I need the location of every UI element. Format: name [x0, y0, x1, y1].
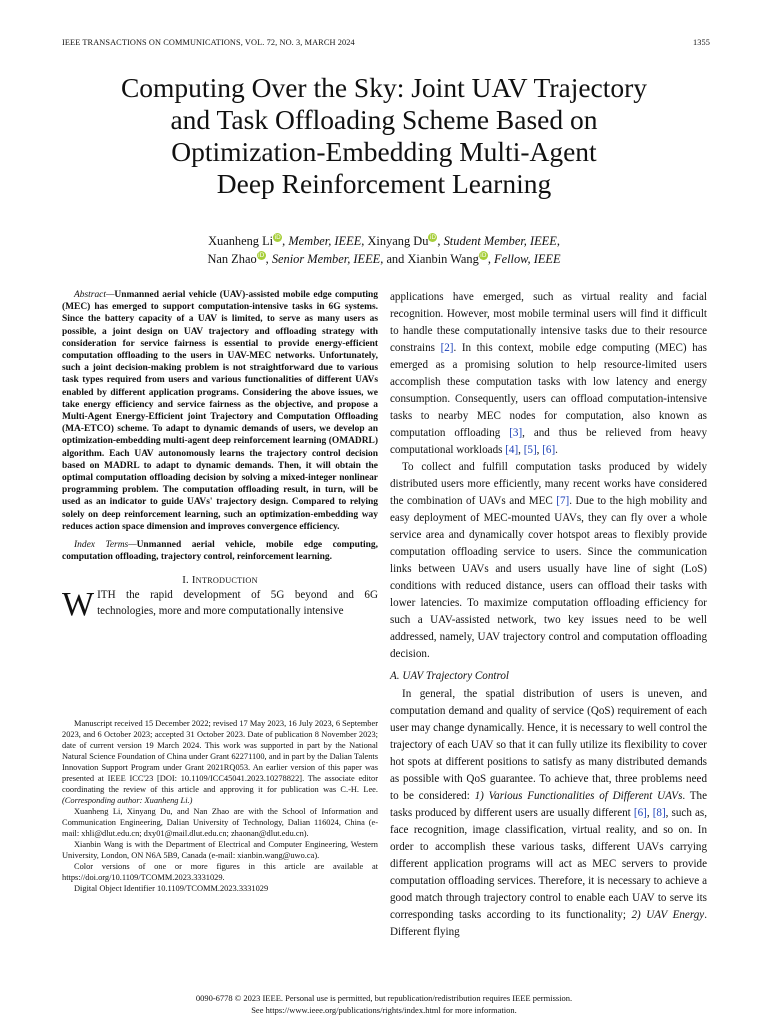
separator: , — [518, 444, 524, 456]
copyright-line: 0090-6778 © 2023 IEEE. Personal use is permitted, but republication/redistribution requires IEEE permission. — [195, 993, 573, 1003]
section-numeral: I. — [182, 574, 189, 587]
footnote-affiliation: Xuanheng Li, Xinyang Du, and Nan Zhao are with the School of Information and Communication Engineering, Dalian University of Technology, Dalian 116024, China (e-mail: xhli@dlut.edu.cn; dxy01@mail.dlut.edu.cn; zhaonan@dlut.edu.cn). — [62, 807, 378, 838]
index-terms-text: Unmanned aerial vehicle, mobile edge computing, computation offloading, trajectory control, reinforcement learning. — [62, 540, 378, 563]
drop-cap: W — [62, 586, 95, 624]
citation-link[interactable]: [7] — [556, 495, 570, 507]
footnote-manuscript — [62, 718, 378, 806]
title-line: Optimization-Embedding Multi-Agent — [171, 136, 597, 167]
footnote-doi: Digital Object Identifier 10.1109/TCOMM.2023.3331029 — [74, 884, 269, 893]
author-list: Xuanheng LiiD, Member, IEEE, Xinyang DuiD, Student Member, IEEE, Nan ZhaoiD, Senior Member, IEEE, and Xianbin WangiD, Fellow, IEEE — [207, 234, 561, 266]
orcid-icon[interactable]: iD — [480, 252, 487, 259]
citation-link[interactable]: [6] — [633, 807, 647, 819]
right-column — [390, 289, 707, 941]
orcid-icon[interactable]: iD — [274, 234, 281, 241]
body-text: , such as, face recognition, image classification, virtual reality, and so on. In order to accomplish these various tasks, different UAVs carrying different application programs will act as MEC servers to provide computation offloading services. Therefore, it is necessary to achieve a good match through trajectory control to enable each UAV to serve its corresponding tasks according to its functionality; — [390, 807, 707, 921]
running-header — [62, 38, 710, 47]
separator: , — [536, 444, 543, 456]
orcid-icon[interactable]: iD — [429, 234, 437, 241]
citation-link[interactable]: [8] — [652, 807, 666, 819]
body-text: applications have emerged, such as virtual reality and facial recognition. However, most mobile terminal users will find it difficult to handle these computationally intensive tasks due to their resource constrains — [390, 291, 707, 354]
subsection-heading: A. UAV Trajectory Control — [390, 670, 510, 682]
section-title-rest: NTRODUCTION — [195, 576, 258, 586]
author-name: Xianbin Wang — [407, 252, 479, 266]
title-line: Deep Reinforcement Learning — [216, 168, 552, 199]
copyright-link-line: See https://www.ieee.org/publications/rights/index.html for more information. — [251, 1005, 517, 1015]
citation-link[interactable]: [3] — [509, 427, 523, 439]
paper-title — [40, 72, 728, 200]
page-number: 1355 — [693, 38, 710, 47]
citation-link[interactable]: [2] — [440, 342, 454, 354]
footnote-color: Color versions of one or more figures in this article are available at https://doi.org/10.1109/TCOMM.2023.3331029. — [62, 862, 378, 882]
author-role: Student Member, IEEE — [443, 234, 557, 248]
index-terms — [62, 539, 378, 563]
author-role: Member, IEEE — [288, 234, 362, 248]
body-text: . In this context, mobile edge computing (MEC) has emerged as a promising solution to help resource-limited users accomplish these computation tasks with low latency and energy consumption. Consequently, users can offload computation-intensive tasks to nearby MEC nodes for computation, also known as computation offloading — [390, 342, 707, 439]
author-role: Fellow, IEEE — [494, 252, 561, 266]
separator: , — [646, 807, 653, 819]
section-heading — [62, 574, 378, 586]
left-column — [62, 289, 378, 624]
intro-text: ITH the rapid development of 5G beyond and 6G technologies, more and more computationally intensive — [97, 589, 378, 617]
citation-link[interactable]: [4] — [505, 444, 519, 456]
author-name: Nan Zhao — [207, 252, 257, 266]
corresponding-author: (Corresponding author: Xuanheng Li.) — [62, 796, 193, 805]
separator: . — [555, 444, 558, 456]
orcid-icon[interactable]: iD — [257, 252, 265, 259]
body-text: . Due to the high mobility and easy deployment of MEC-mounted UAVs, they can fly over a whole service area and dynamically cover hotspot areas to flexibly provide computation offloading service to users. Since the communication links between UAVs and users usually have line of sight (LoS) conditions with reduced distance, users can offload their tasks with lower latencies. To maximize computation offloading efficiency for such a UAV-assisted network, two key issues need to be well addressed, namely, UAV trajectory control and computation offloading decision. — [390, 495, 708, 660]
intro-paragraph — [62, 586, 378, 624]
body-text: , and thus be relieved from heavy computational workloads — [390, 427, 707, 456]
author-conjunction: and — [386, 252, 405, 266]
body-paragraph — [390, 459, 707, 663]
body-text: To collect and fulfill computation tasks produced by widely distributed users more efficiently, many recent works have considered the combination of UAVs and MEC — [390, 461, 707, 507]
citation-link[interactable]: [6] — [542, 444, 556, 456]
author-name: Xuanheng Li — [208, 234, 274, 248]
body-text: . Different flying — [390, 909, 707, 938]
abstract-text: Unmanned aerial vehicle (UAV)-assisted mobile edge computing (MEC) has emerged to support computation-intensive tasks in 6G systems. Since the battery capacity of a UAV is limited, to serve as many users as possible, a joint design on UAV trajectory and offloading strategy with consideration for service fairness is essential to provide energy-efficient computation offloading to the users in UAV-MEC networks. Unfortunately, such a joint decision-making problem is not straightforward due to various task types required from users and various functionalities of different UAVs enabled by different application programs. Considering the above issues, we take energy efficiency and service fairness as the objective, and propose a Multi-Agent Energy-Efficient joint Trajectory and Computation Offloading (MA-ETCO) scheme. To adapt to dynamic demands of users, we develop an optimization-embedding multi-agent deep reinforcement learning (OMADRL) algorithm. Each UAV autonomously learns the trajectory control decision based on MADRL to adapt to dynamic demands. Then, it will obtain the optimal computation offloading decision by solving a mixed-integer nonlinear programming problem. The computation offloading result, in turn, will be used as an indicator to guide UAVs' trajectory design. Compared to relying solely on deep reinforcement learning, such an optimization-embedding way reduces action space dimension and improves convergence efficiency. — [62, 290, 378, 532]
author-name: Xinyang Du — [367, 234, 429, 248]
body-paragraph — [390, 289, 707, 459]
footnotes — [62, 718, 378, 894]
index-terms-label: Index Terms— — [74, 540, 137, 551]
journal-info: IEEE TRANSACTIONS ON COMMUNICATIONS, VOL. 72, NO. 3, MARCH 2024 — [62, 38, 355, 47]
title-line: and Task Offloading Scheme Based on — [170, 104, 598, 135]
body-emphasis: 2) UAV Energy — [631, 909, 705, 921]
body-text: . The tasks produced by different users are usually different — [390, 790, 708, 819]
section-title-cap: I — [191, 574, 196, 587]
author-role: Senior Member, IEEE — [271, 252, 381, 266]
abstract-label: Abstract— — [74, 290, 115, 300]
footnote-text: Manuscript received 15 December 2022; revised 17 May 2023, 16 July 2023, 6 September 2023, and 6 October 2023; accepted 31 October 2023. Date of publication 8 November 2023; date of current version 19 March 2024. This work was supported in part by the National Natural Science Foundation of China under Grant 62271100, and in part by the Dalian Talents Innovation Support Program under Grant 2021RQ053. An earlier version of this paper was presented at IEEE ICC'23 [DOI: 10.1109/ICC45041.2023.10278822]. The associate editor coordinating the review of this article and approving it for publication was C.-H. Lee. — [62, 719, 378, 794]
title-line: Computing Over the Sky: Joint UAV Trajectory — [120, 72, 648, 103]
body-text: In general, the spatial distribution of users is uneven, and computation demand and quality of service (QoS) requirement of each user may change dynamically. Hence, it is necessary to well control the trajectory of each UAV so that it can fully utilize its flexibility to cover hot spots at different positions to satisfy as many distributed demands as possible with QoS guarantee. To achieve that, three problems need to be considered: — [390, 688, 707, 802]
body-emphasis: 1) Various Functionalities of Different UAVs — [474, 790, 683, 802]
footnote-affiliation: Xianbin Wang is with the Department of Electrical and Computer Engineering, Western University, London, ON N6A 5B9, Canada (e-mail: xianbin.wang@uwo.ca). — [62, 840, 378, 860]
citation-link[interactable]: [5] — [523, 444, 537, 456]
abstract — [62, 289, 378, 533]
body-paragraph — [390, 686, 707, 941]
